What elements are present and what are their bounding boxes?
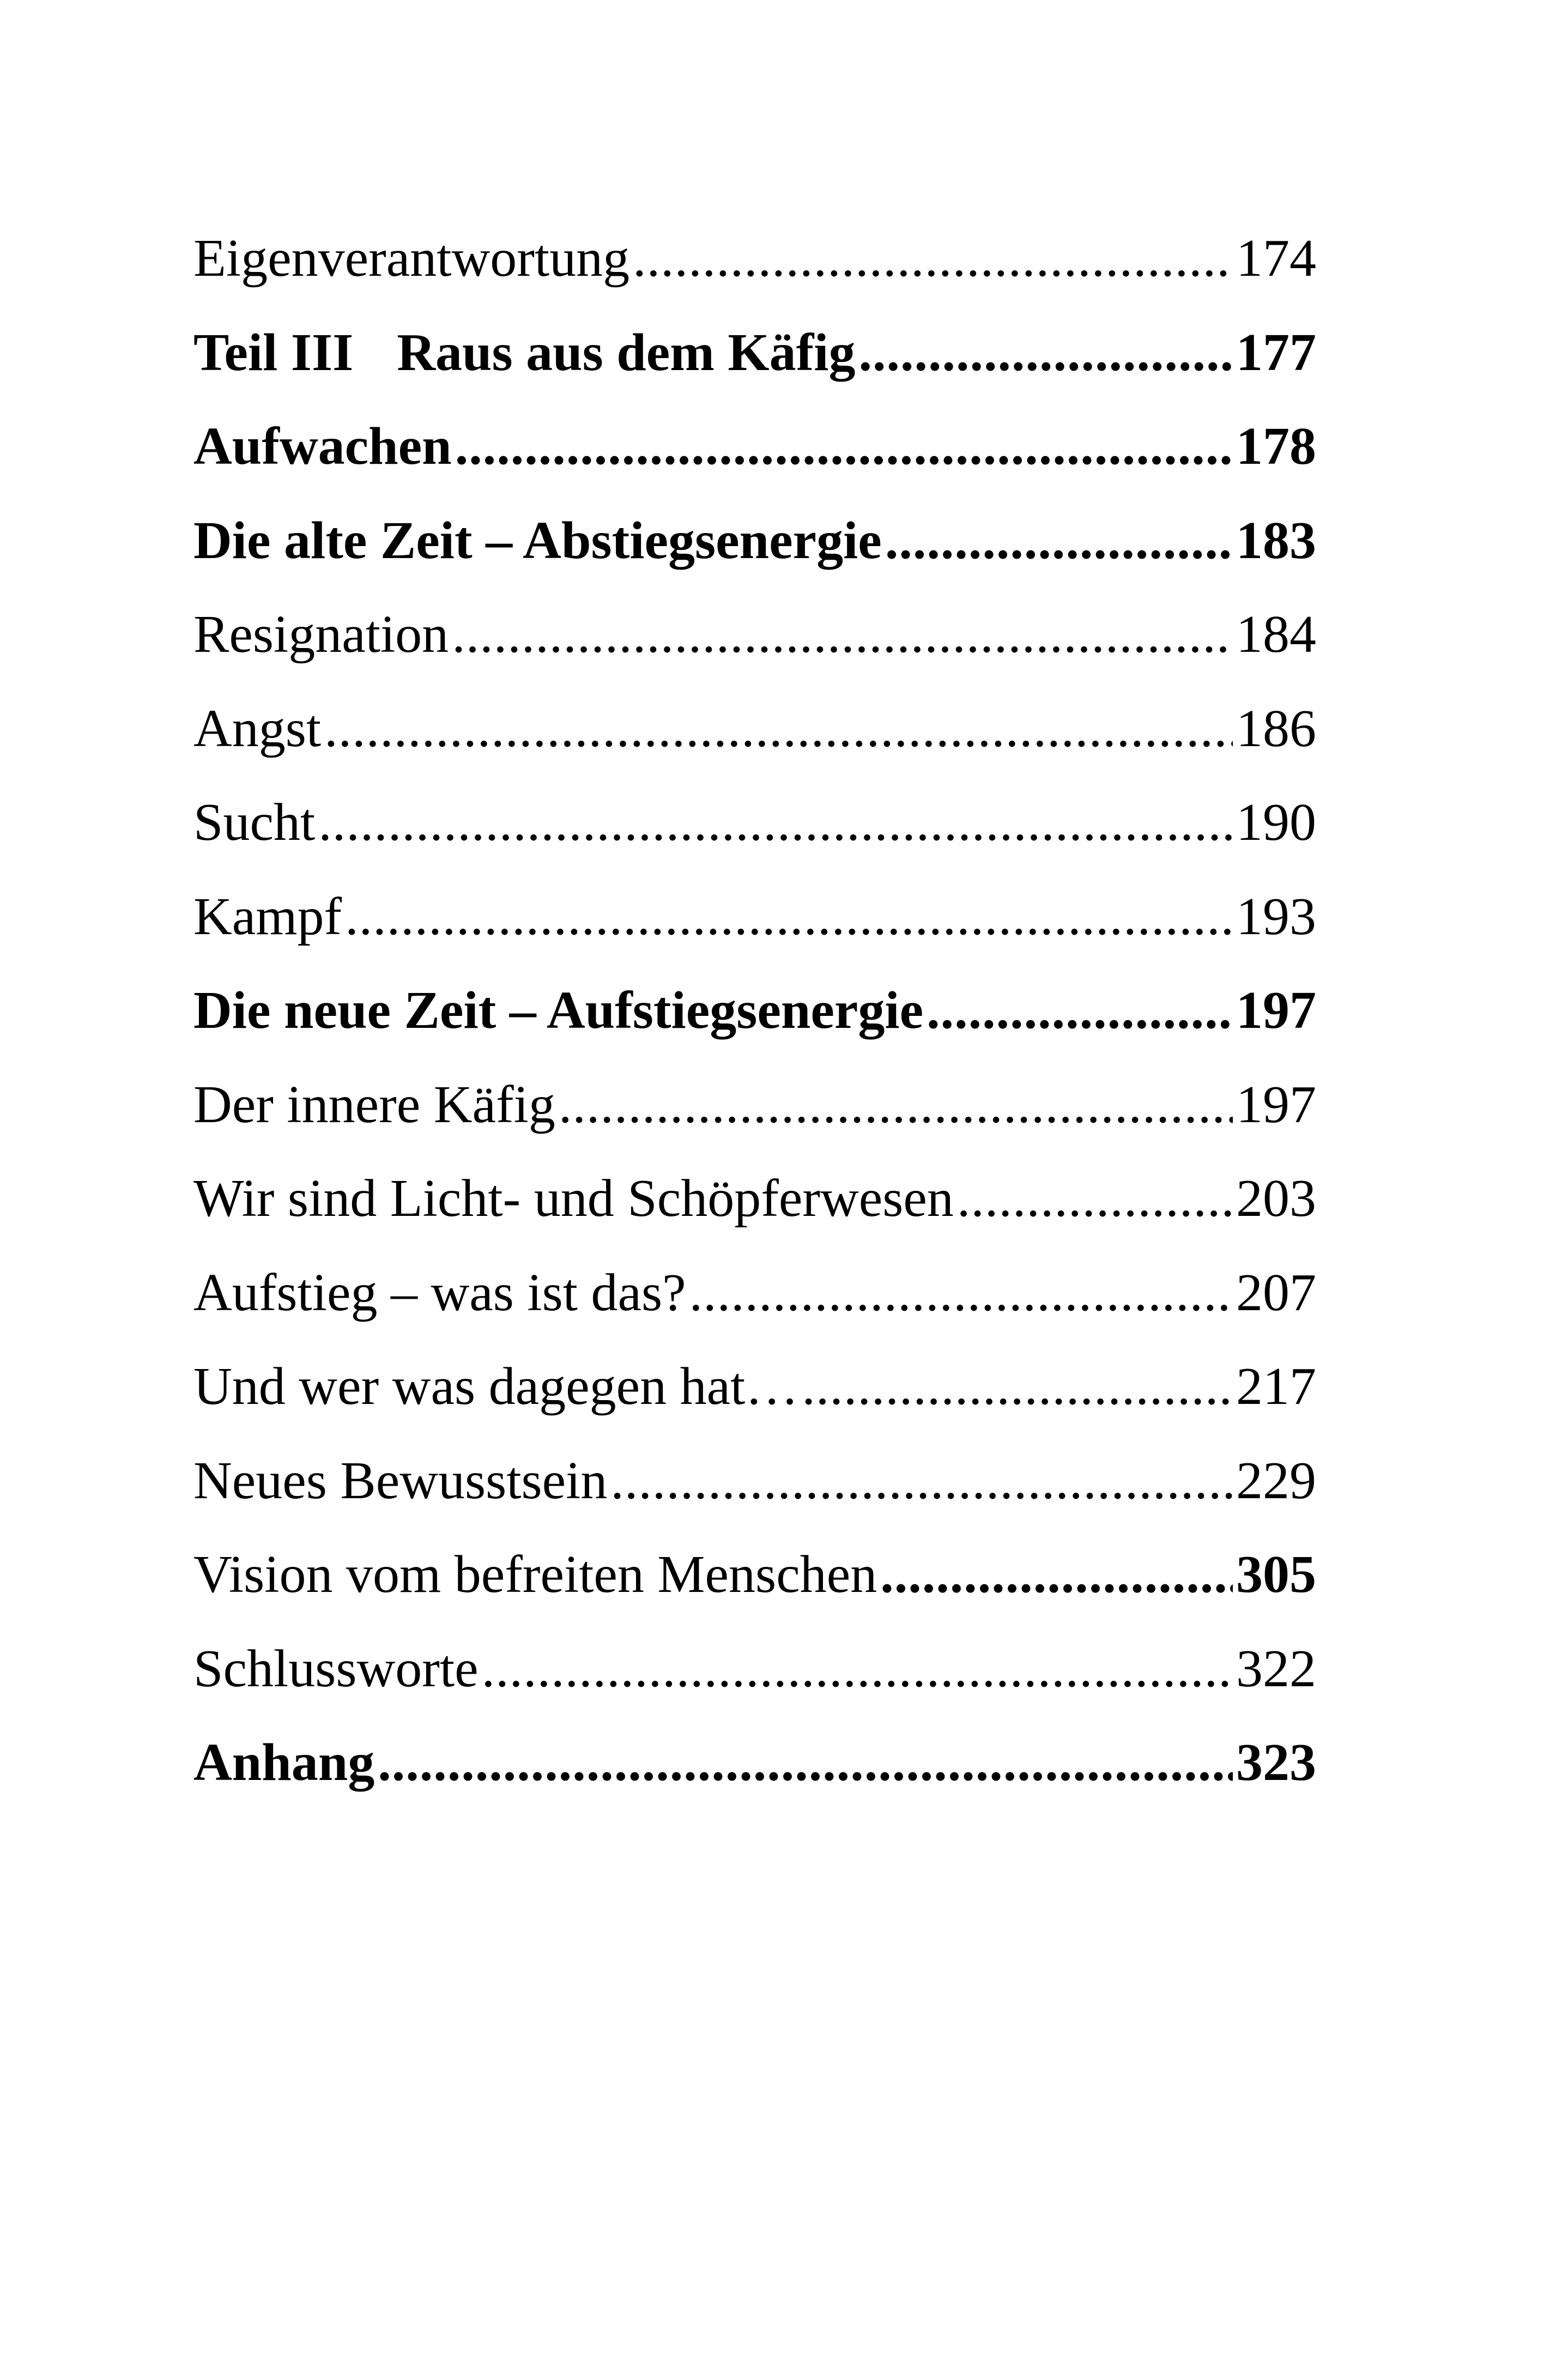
toc-leader-dots bbox=[610, 1450, 1233, 1511]
toc-entry-label: Kampf bbox=[193, 887, 342, 946]
toc-leader-dots bbox=[378, 1732, 1233, 1793]
toc-entry-label: Angst bbox=[193, 699, 322, 758]
toc-entry-page: 217 bbox=[1236, 1357, 1316, 1416]
toc-entry-vision bbox=[193, 1528, 1316, 1622]
toc-entry-sucht bbox=[193, 776, 1316, 870]
toc-leader-dots bbox=[957, 1168, 1233, 1229]
toc-entry-label: Und wer was dagegen hat… bbox=[193, 1357, 799, 1416]
toc-entry-neues-bewusstsein bbox=[193, 1434, 1316, 1528]
toc-entry-die-neue-zeit bbox=[193, 964, 1316, 1058]
toc-entry-teil-iii bbox=[193, 306, 1316, 400]
toc-leader-dots bbox=[452, 604, 1233, 665]
toc-entry-aufwachen bbox=[193, 399, 1316, 494]
toc-entry-page: 183 bbox=[1236, 511, 1316, 570]
toc-leader-dots bbox=[559, 1074, 1233, 1135]
toc-leader-dots bbox=[633, 228, 1233, 289]
toc-entry-eigenverantwortung bbox=[193, 211, 1316, 306]
toc-entry-page: 190 bbox=[1236, 793, 1316, 852]
toc-entry-page: 197 bbox=[1236, 981, 1316, 1040]
toc-leader-dots bbox=[345, 886, 1233, 947]
toc-leader-dots bbox=[324, 698, 1233, 759]
toc-entry-page: 197 bbox=[1236, 1075, 1316, 1134]
toc-entry-page: 193 bbox=[1236, 887, 1316, 946]
toc-entry-page: 174 bbox=[1236, 229, 1316, 288]
toc-entry-kampf bbox=[193, 870, 1316, 964]
table-of-contents bbox=[193, 211, 1316, 1810]
toc-entry-label: Aufstieg – was ist das? bbox=[193, 1263, 686, 1322]
toc-entry-schlussworte bbox=[193, 1622, 1316, 1716]
toc-entry-page: 203 bbox=[1236, 1169, 1316, 1228]
toc-leader-dots bbox=[689, 1262, 1233, 1323]
toc-entry-page: 184 bbox=[1236, 605, 1316, 664]
toc-entry-label: Aufwachen bbox=[193, 417, 452, 476]
toc-leader-dots bbox=[318, 792, 1233, 853]
toc-entry-label: Anhang bbox=[193, 1733, 375, 1792]
toc-entry-label: Die alte Zeit – Abstiegsenergie bbox=[193, 511, 882, 570]
toc-entry-page: 229 bbox=[1236, 1451, 1316, 1510]
toc-entry-licht-und-schoepferwesen bbox=[193, 1152, 1316, 1246]
toc-entry-label: Schlussworte bbox=[193, 1639, 479, 1698]
toc-entry-label: Vision vom befreiten Menschen bbox=[193, 1545, 877, 1604]
toc-entry-page: 323 bbox=[1236, 1733, 1316, 1792]
toc-leader-dots bbox=[802, 1356, 1233, 1417]
toc-entry-label: Raus aus dem Käfig bbox=[397, 323, 856, 382]
toc-leader-dots bbox=[885, 510, 1233, 571]
toc-entry-label: Der innere Käfig bbox=[193, 1075, 555, 1134]
toc-entry-aufstieg bbox=[193, 1246, 1316, 1340]
toc-entry-label: Die neue Zeit – Aufstiegsenergie bbox=[193, 981, 924, 1040]
toc-entry-der-innere-kaefig bbox=[193, 1058, 1316, 1152]
toc-leader-dots bbox=[455, 416, 1233, 477]
toc-entry-page: 178 bbox=[1236, 417, 1316, 476]
toc-entry-page: 207 bbox=[1236, 1263, 1316, 1322]
toc-entry-label: Resignation bbox=[193, 605, 449, 664]
toc-leader-dots bbox=[927, 980, 1233, 1041]
toc-entry-page: 186 bbox=[1236, 699, 1316, 758]
toc-part-label: Teil III bbox=[193, 323, 354, 382]
toc-entry-page: 322 bbox=[1236, 1639, 1316, 1698]
toc-entry-die-alte-zeit bbox=[193, 494, 1316, 588]
toc-leader-dots bbox=[859, 322, 1233, 383]
toc-entry-und-wer-was-dagegen-hat bbox=[193, 1340, 1316, 1434]
toc-leader-dots bbox=[482, 1638, 1233, 1699]
toc-leader-dots bbox=[880, 1544, 1233, 1605]
toc-entry-label: Neues Bewusstsein bbox=[193, 1451, 608, 1510]
toc-entry-angst bbox=[193, 682, 1316, 776]
toc-entry-label: Wir sind Licht- und Schöpferwesen bbox=[193, 1169, 954, 1228]
toc-entry-page: 305 bbox=[1236, 1545, 1316, 1604]
toc-entry-page: 177 bbox=[1236, 323, 1316, 382]
toc-entry-resignation bbox=[193, 588, 1316, 682]
toc-entry-anhang bbox=[193, 1716, 1316, 1810]
toc-entry-label: Eigenverantwortung bbox=[193, 229, 630, 288]
toc-entry-label: Sucht bbox=[193, 793, 316, 852]
